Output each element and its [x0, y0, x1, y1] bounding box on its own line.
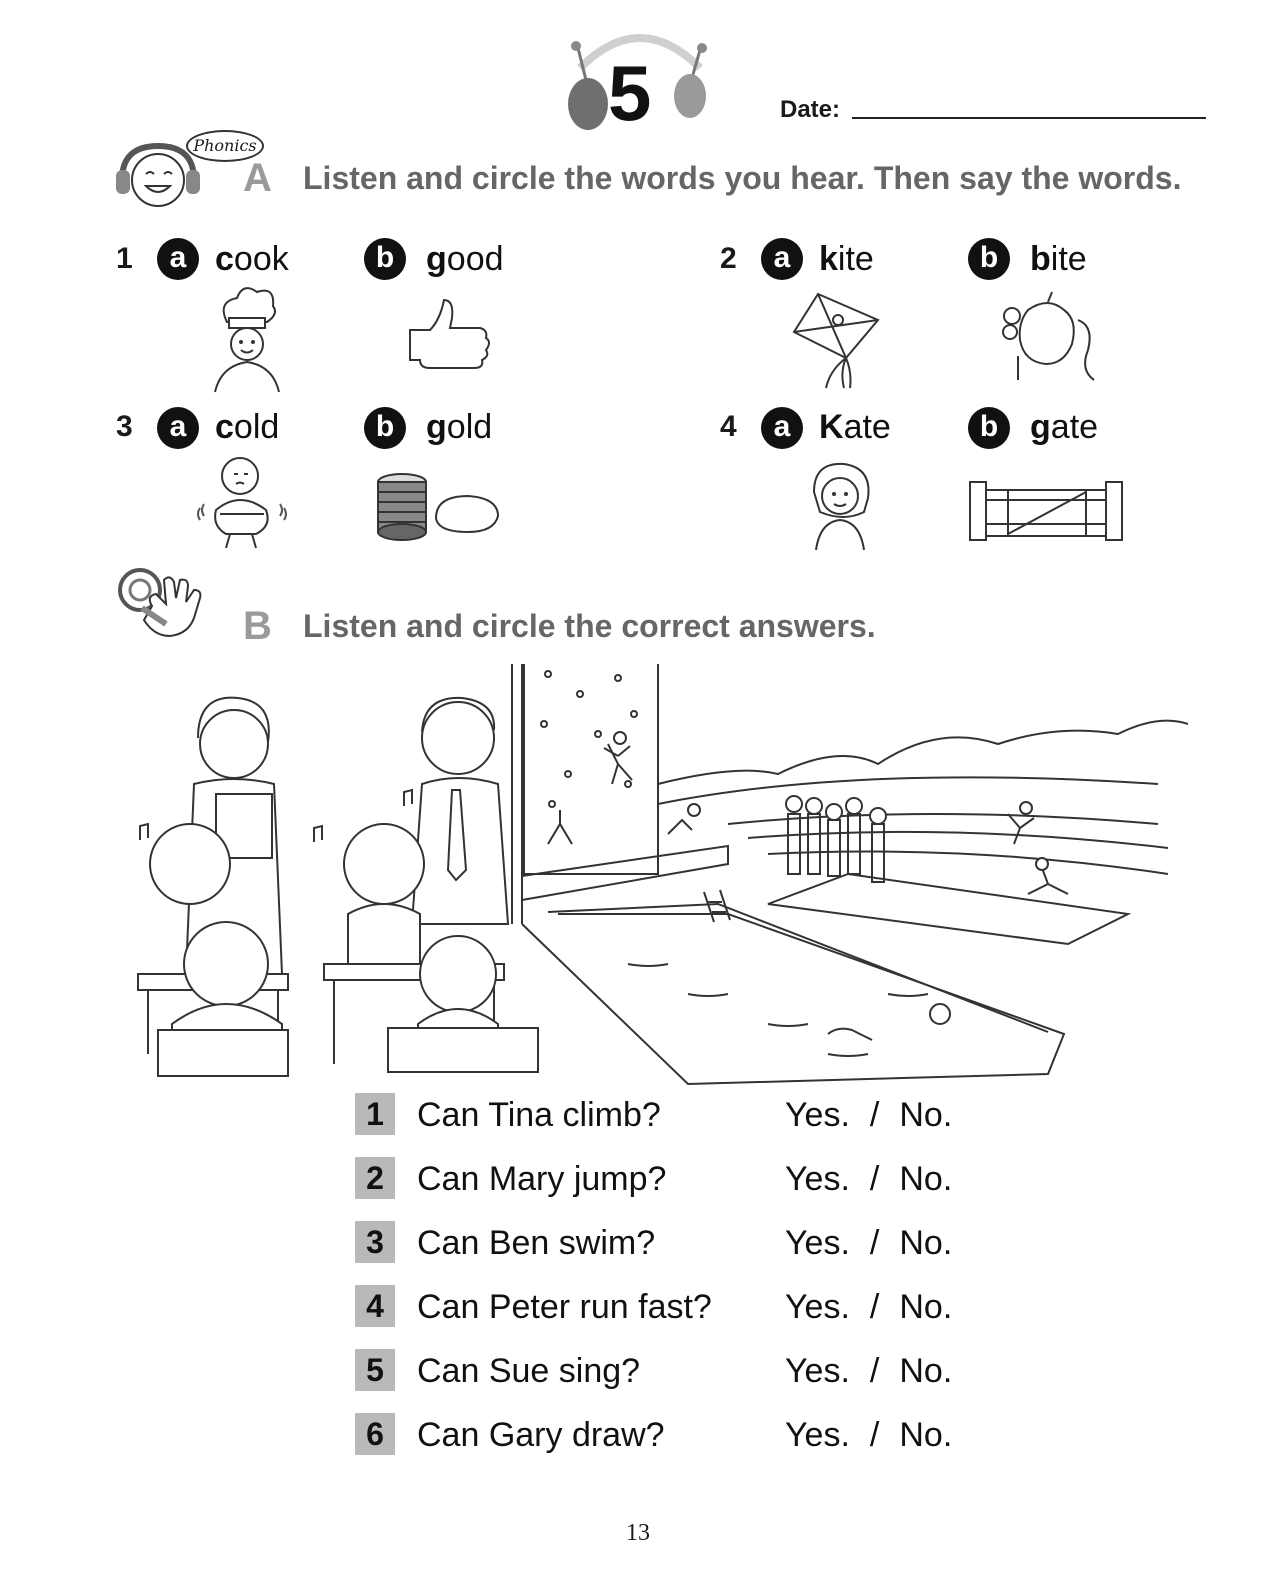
answer-separator: / [869, 1160, 880, 1198]
answer-choices [785, 1347, 952, 1395]
cold-child-picture-icon [196, 450, 288, 548]
date-label: Date: [780, 96, 841, 123]
answer-choices [785, 1155, 952, 1203]
gold-coins-picture-icon [372, 470, 502, 542]
option-b-marker[interactable]: b [364, 407, 406, 449]
question-number-badge: 6 [355, 1413, 395, 1455]
gate-picture-icon [968, 476, 1124, 542]
word-gold[interactable]: gold [426, 408, 493, 446]
option-a-marker[interactable]: a [157, 238, 199, 280]
touch-hand-icon [116, 566, 216, 646]
word-cook[interactable]: cook [215, 240, 289, 278]
school-scene-illustration [128, 664, 1188, 1112]
answer-no[interactable]: No. [899, 1288, 953, 1326]
word-kite[interactable]: kite [819, 240, 874, 278]
option-b-marker[interactable]: b [968, 407, 1010, 449]
answer-separator: / [869, 1352, 880, 1390]
question-text: Can Gary draw? [417, 1416, 665, 1454]
kate-girl-picture-icon [800, 458, 880, 550]
answer-no[interactable]: No. [899, 1416, 953, 1454]
answer-separator: / [869, 1224, 880, 1262]
answer-yes[interactable]: Yes. [785, 1288, 850, 1326]
answer-no[interactable]: No. [899, 1224, 953, 1262]
question-text: Can Mary jump? [417, 1160, 667, 1198]
answer-choices [785, 1411, 952, 1459]
option-a-marker[interactable]: a [157, 407, 199, 449]
answer-choices [785, 1219, 952, 1267]
section-b-instruction: Listen and circle the correct answers. [303, 608, 876, 644]
item-number: 3 [116, 410, 133, 443]
section-a-instruction: Listen and circle the words you hear. Then say the words. [303, 160, 1182, 196]
question-number-badge: 2 [355, 1157, 395, 1199]
question-number-badge: 5 [355, 1349, 395, 1391]
question-row [355, 1219, 995, 1267]
answer-separator: / [869, 1288, 880, 1326]
answer-choices [785, 1091, 952, 1139]
question-row [355, 1155, 995, 1203]
section-a-letter: A [243, 156, 272, 200]
kite-picture-icon [790, 290, 882, 390]
word-good[interactable]: good [426, 240, 504, 278]
answer-separator: / [869, 1416, 880, 1454]
item-number: 1 [116, 242, 133, 275]
answer-yes[interactable]: Yes. [785, 1096, 850, 1134]
answer-no[interactable]: No. [899, 1352, 953, 1390]
question-number-badge: 3 [355, 1221, 395, 1263]
question-text: Can Ben swim? [417, 1224, 656, 1262]
option-a-marker[interactable]: a [761, 407, 803, 449]
question-text: Can Sue sing? [417, 1352, 641, 1390]
question-row [355, 1091, 995, 1139]
item-number: 2 [720, 242, 737, 275]
item-number: 4 [720, 410, 737, 443]
word-kate[interactable]: Kate [819, 408, 891, 446]
question-number-badge: 4 [355, 1285, 395, 1327]
answer-choices [785, 1283, 952, 1331]
phonics-badge: Phonics [186, 130, 264, 162]
option-a-marker[interactable]: a [761, 238, 803, 280]
answer-no[interactable]: No. [899, 1096, 953, 1134]
answer-no[interactable]: No. [899, 1160, 953, 1198]
answer-yes[interactable]: Yes. [785, 1160, 850, 1198]
question-text: Can Tina climb? [417, 1096, 661, 1134]
question-text: Can Peter run fast? [417, 1288, 712, 1326]
word-bite[interactable]: bite [1030, 240, 1087, 278]
date-input-line[interactable] [852, 117, 1206, 119]
option-b-marker[interactable]: b [968, 238, 1010, 280]
thumbs-up-picture-icon [404, 296, 496, 380]
answer-yes[interactable]: Yes. [785, 1416, 850, 1454]
page-number: 13 [626, 1520, 650, 1546]
cook-picture-icon [205, 282, 289, 394]
word-gate[interactable]: gate [1030, 408, 1099, 446]
question-row [355, 1347, 995, 1395]
answer-yes[interactable]: Yes. [785, 1224, 850, 1262]
question-row [355, 1283, 995, 1331]
bite-apple-picture-icon [998, 290, 1102, 382]
question-number-badge: 1 [355, 1093, 395, 1135]
section-b-letter: B [243, 604, 272, 648]
question-row [355, 1411, 995, 1459]
option-b-marker[interactable]: b [364, 238, 406, 280]
word-cold[interactable]: cold [215, 408, 280, 446]
answer-yes[interactable]: Yes. [785, 1352, 850, 1390]
answer-separator: / [869, 1096, 880, 1134]
unit-number: 5 [608, 49, 652, 137]
